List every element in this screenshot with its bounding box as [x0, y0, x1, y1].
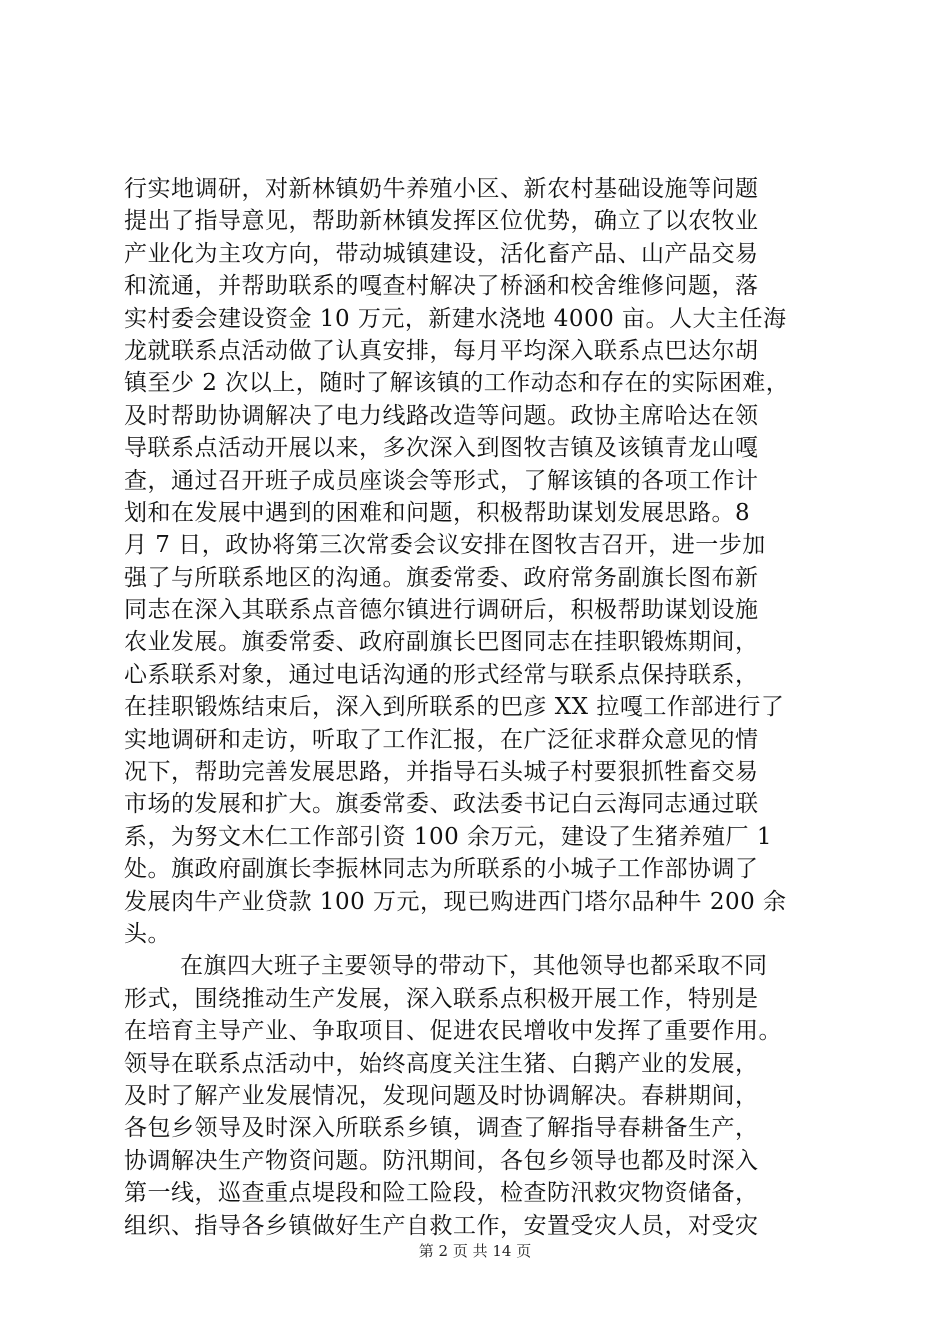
text-line: 镇至少 2 次以上，随时了解该镇的工作动态和存在的实际困难， [124, 370, 790, 397]
paragraph-first-line: 在旗四大班子主要领导的带动下，其他领导也都采取不同 [180, 953, 768, 980]
text-line: 划和在发展中遇到的困难和问题，积极帮助谋划发展思路。8 [124, 499, 751, 526]
text-line: 提出了指导意见，帮助新林镇发挥区位优势，确立了以农牧业 [124, 208, 759, 235]
text-line: 协调解决生产物资问题。防汛期间，各包乡领导也都及时深入 [124, 1147, 759, 1174]
text-line: 组织、指导各乡镇做好生产自救工作，安置受灾人员，对受灾 [124, 1212, 759, 1239]
body-text [124, 173, 844, 1242]
text-line: 领导在联系点活动中，始终高度关注生猪、白鹅产业的发展， [124, 1050, 759, 1077]
text-line: 强了与所联系地区的沟通。旗委常委、政府常务副旗长图布新 [124, 564, 759, 591]
text-line: 农业发展。旗委常委、政府副旗长巴图同志在挂职锻炼期间， [124, 629, 759, 656]
text-line: 发展肉牛产业贷款 100 万元，现已购进西门塔尔品种牛 200 余 [124, 888, 787, 915]
text-line: 第一线，巡查重点堤段和险工险段，检查防汛救灾物资储备， [124, 1180, 759, 1207]
page-footer [0, 1240, 950, 1261]
text-line: 在培育主导产业、争取项目、促进农民增收中发挥了重要作用。 [124, 1018, 782, 1045]
text-line: 及时帮助协调解决了电力线路改造等问题。政协主席哈达在领 [124, 402, 759, 429]
text-line: 系，为努文木仁工作部引资 100 余万元，建设了生猪养殖厂 1 [124, 823, 772, 850]
text-line: 心系联系对象，通过电话沟通的形式经常与联系点保持联系， [124, 661, 759, 688]
text-line: 况下，帮助完善发展思路，并指导石头城子村要狠抓牲畜交易 [124, 759, 759, 786]
text-line: 查，通过召开班子成员座谈会等形式，了解该镇的各项工作计 [124, 467, 759, 494]
text-line: 月 7 日，政协将第三次常委会议安排在图牧吉召开，进一步加 [124, 532, 766, 559]
text-line: 实村委会建设资金 10 万元，新建水浇地 4000 亩。人大主任海 [124, 305, 787, 332]
text-line: 在挂职锻炼结束后，深入到所联系的巴彦 XX 拉嘎工作部进行了 [124, 694, 785, 721]
text-line: 形式，围绕推动生产发展，深入联系点积极开展工作，特别是 [124, 985, 759, 1012]
text-line: 头。 [124, 920, 171, 947]
text-line: 产业化为主攻方向，带动城镇建设，活化畜产品、山产品交易 [124, 240, 759, 267]
page-number: 第 2 页 共 14 页 [418, 1242, 532, 1260]
text-line: 各包乡领导及时深入所联系乡镇，调查了解指导春耕备生产， [124, 1115, 759, 1142]
text-line: 导联系点活动开展以来，多次深入到图牧吉镇及该镇青龙山嘎 [124, 435, 759, 462]
text-line: 龙就联系点活动做了认真安排，每月平均深入联系点巴达尔胡 [124, 337, 759, 364]
text-line: 及时了解产业发展情况，发现问题及时协调解决。春耕期间， [124, 1082, 759, 1109]
text-line: 市场的发展和扩大。旗委常委、政法委书记白云海同志通过联 [124, 791, 759, 818]
text-line: 实地调研和走访，听取了工作汇报，在广泛征求群众意见的情 [124, 726, 759, 753]
text-line: 和流通，并帮助联系的嘎查村解决了桥涵和校舍维修问题，落 [124, 273, 759, 300]
text-line: 同志在深入其联系点音德尔镇进行调研后，积极帮助谋划设施 [124, 597, 759, 624]
text-line: 行实地调研，对新林镇奶牛养殖小区、新农村基础设施等问题 [124, 176, 759, 202]
text-line: 处。旗政府副旗长李振林同志为所联系的小城子工作部协调了 [124, 856, 759, 883]
